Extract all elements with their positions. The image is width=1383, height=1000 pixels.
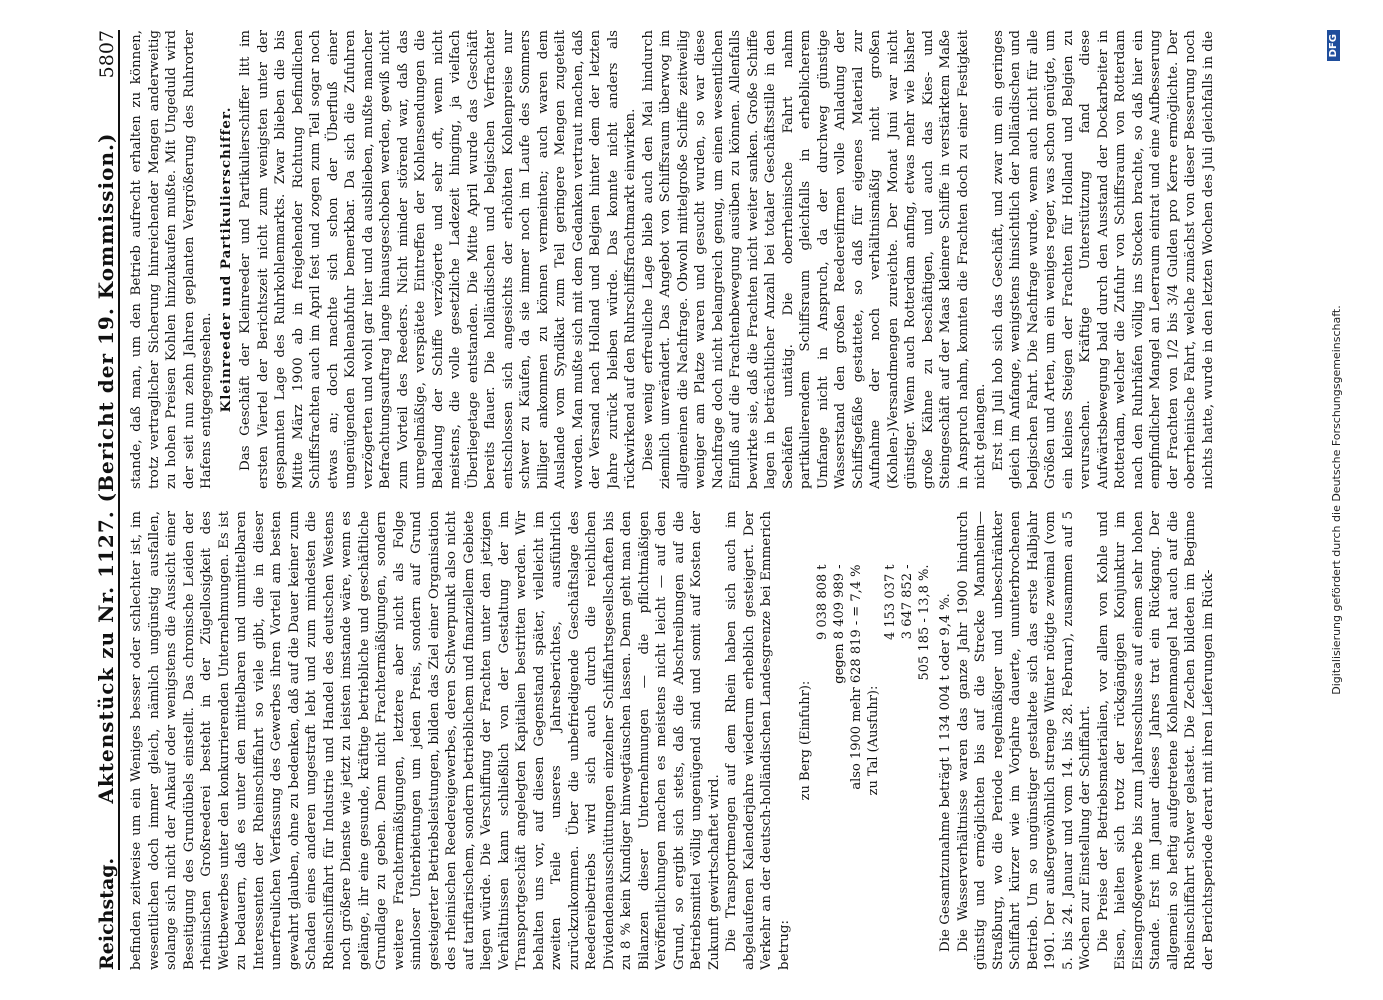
digitization-credit: Digitalisierung gefördert durch die Deutsche Forschungsgemeinschaft. bbox=[1330, 305, 1343, 695]
header-title: Aktenstück zu Nr. 1127. (Bericht der 19. Kommission.) bbox=[94, 132, 118, 804]
paragraph: Diese wenig erfreuliche Lage blieb auch den Mai hindurch ziemlich unverändert. Das Angebot von Schiffsraum überwog im allgemeinen die Nachfrage. Obwohl mittelgroße Schiffe zeitweilig weniger am Platze waren und gesucht wurden, so war diese Nachfrage doch nicht belangreich genug, um einen wesentlichen Einfluß auf die Frachtenbewegung ausüben zu können. Allenfalls bewirkte sie, daß die Frachten nicht weiter sanken. Große Schiffe lagen in beträchtlicher Anzahl bei totaler Geschäftsstille in den Seehäfen untätig. Die oberrheinische Fahrt nahm partikulierendem Schiffsraum gleichfalls in erheblicherem Umfange nicht in Anspruch, da der durchweg günstige Wasserstand den großen Reedereifirmen volle Anladung der Schiffsgefäße gestattete, so daß für eigenes Material zur Aufnahme der noch verhältnismäßig nicht großen (Kohlen-)Versandmengen zureichte. Der Monat Juni war nicht günstiger. Wenn auch Rotterdam anfing, etwas mehr wie bisher große Kähne zu beschäftigen, und auch das Kies- und Steingeschäft auf der Maas kleinere Schiffe in verstärktem Maße in Anspruch nahm, konnten die Frachten doch zu einer Festigkeit nicht gelangen. bbox=[640, 30, 988, 489]
stats-label: zu Tal (Ausfuhr): bbox=[866, 685, 881, 796]
page-header bbox=[88, 30, 120, 970]
paragraph: stande, daß man, um den Betrieb aufrecht erhalten zu können, trotz vertraglicher Sicherung hinreichender Mengen anderweitig zu hohen Preisen Kohlen hinzukaufen mußte. Mit Ungeduld wird der seit nun zehn Jahren geplanten Vergrößerung des Ruhrorter Hafens entgegengesehen. bbox=[129, 30, 214, 489]
stats-label: zu Berg (Einfuhr): bbox=[798, 680, 813, 801]
paragraph: Das Geschäft der Kleinreeder und Partikulierschiffer litt im ersten Viertel der Berichtszeit nicht zum wenigsten unter der gespannten Lage des Ruhrkohlenmarkts. Zwar blieben die bis Mitte März 1900 ab in freigehender Richtung befindlichen Schiffsfrachten auch im April fest und zogen zum Teil sogar noch etwas an; doch machte sich schon der Überfluß einer ungenügenden Kohlenabfuhr bemerkbar. Da sich die Zufuhren verzögerten und wohl gar hier und da ausblieben, mußte mancher Befrachtungsauftrag lange hinausgeschoben werden, gewiß nicht zum Vorteil des Reeders. Nicht minder störend war, daß das unregelmäßige, verspätete Eintreffen der Kohlensendungen die Beladung der Schiffe verzögerte und sehr oft, wenn nicht meistens, die volle gesetzliche Ladezeit hinging, ja vielfach Überliegetage entstanden. Die Mitte April wurde das Geschäft bereits flauer. Die holländischen und belgischen Verfrachter entschlossen sich angesichts der erhöhten Kohlenpreise nur schwer zu Käufen, da sie immer noch im Laufe des Sommers billiger ankommen zu können vermeinten; auch waren dem Auslande vom Syndikat zum Teil geringere Mengen zugeteilt worden. Man mußte sich mit dem Gedanken vertraut machen, daß der Versand nach Holland und Belgien hinter dem der letzten Jahre zurück bleiben würde. Das konnte nicht anders als rückwirkend auf den Ruhrschiffsfrachtmarkt einwirken. bbox=[238, 30, 638, 489]
left-column bbox=[128, 511, 1295, 970]
header-left: Reichstag. bbox=[96, 857, 118, 970]
page-number: 5807 bbox=[96, 30, 118, 79]
stats-value: 3 647 852 - bbox=[900, 564, 915, 640]
paragraph: befinden zeitweise um ein Weniges besser oder schlechter ist, im wesentlichen doch immer gleich, nämlich ungünstig ausfallen, solange sich nicht der Ankauf oder wenigstens die Aussicht einer Beseitigung des Grundübels einstellt. Das chronische Leiden der rheinischen Großreederei besteht in der Zügellosigkeit des Wettbewerbes unter den konkurrierenden Unternehmungen. Es ist zu bedauern, daß es unter den mittelbaren und unmittelbaren Interessenten der Rheinschiffahrt so viele gibt, die in dieser unerfreulichen Verfassung des Gewerbes ihren Vorteil am besten gewahrt glauben, ohne zu bedenken, daß auf die Dauer keiner zum Schaden eines anderen ungestraft lebt und zum mindesten die Rheinschiffahrt für Industrie und Handel des deutschen Westens noch größere Dienste wie jetzt zu leisten imstande wäre, wenn es gelänge, ihr eine gesunde, kräftige betriebliche und geschäftliche Grundlage zu geben. Denn nicht Frachtermäßigungen, sondern weitere Frachtermäßigungen, letztere aber nicht als Folge sinnloser Unterbietungen um jeden Preis, sondern auf Grund gesteigerter Betriebsleistungen, bilden das Ziel einer Organisation des rheinischen Reedereigewerbes, deren Schwerpunkt also nicht auf tariftarischem, sondern betrieblichem und finanziellem Gebiete liegen würde. Die Verschiffung der Frachten unter den jetzigen Verhältnissen kann schließlich von der Gestaltung der im Transportgeschäft angelegten Kapitalien bestritten werden. Wir behalten uns vor, auf diesen Gegenstand später, vielleicht im zweiten Teile unseres Jahresberichtes, ausführlich zurückzukommen. Über die unbefriedigende Geschäftslage des Reedereibetriebs wird sich auch durch die reichlichen Dividendenausschüttungen einzelner Schiffahrtsgesellschaften bis zu 8 % kein Kundiger hinwegtäuschen lassen. Denn geht man den Bilanzen dieser Unternehmungen — die pflichtmäßigen Veröffentlichungen machen es meistens nicht leicht — auf den Grund, so ergibt sich stets, daß die Abschreibungen auf die Betriebsmittel völlig ungenügend sind und somit auf Kosten der Zukunft gewirtschaftet wird. bbox=[129, 511, 722, 970]
paragraph: Die Preise der Betriebsmaterialien, vor allem von Kohle und Eisen, hielten sich trotz der rückgängigen Konjunktur im Eisengroßgewerbe bis zum Jahresschlusse auf einem sehr hohen Stande. Erst im Januar dieses Jahres trat ein Rückgang. Der allgemein so heftig aufgetretene Kohlenmangel hat auch auf die Rheinschiffahrt schwer gelastet. Die Zechen bildeten im Beginne der Berichtsperiode derart mit ihren Lieferungen im Rück- bbox=[1095, 511, 1216, 970]
stats-value: 4 153 037 t bbox=[883, 564, 898, 641]
statistics-table bbox=[797, 562, 933, 920]
paragraph: Erst im Juli hob sich das Geschäft, und zwar um ein geringes gleich im Anfange, wenigstens hinsichtlich der holländischen und belgischen Fahrt. Die Nachfrage wurde, wenn auch nicht für alle Größen und Arten, um ein weniges reger, was schon genügte, um ein kleines Steigen der Frachten für Holland und Belgien zu verursachen. Kräftige Unterstützung fand diese Aufwärtsbewegung bald durch den Ausstand der Dockarbeiter in Rotterdam, welcher die Zufuhr von Schiffsraum von Rotterdam nach den Ruhrhäfen völlig ins Stocken brachte, so daß hier ein empfindlicher Mangel an Leerraum eintrat und eine Aufbesserung der Frachten von 1/2 bis 3/4 Gulden pro Kerre ermöglichte. Der oberrheinische Fahrt, welche zunächst von dieser Besserung noch nichts hatte, wurde in den letzten Wochen des Juli gleichfalls in die bbox=[990, 30, 1216, 489]
right-column bbox=[128, 30, 1295, 489]
section-heading: Kleinreeder und Partikulierschiffer. bbox=[217, 106, 234, 413]
stats-value: 9 038 808 t bbox=[815, 564, 830, 641]
stats-value: 505 185 - 13,8 %. bbox=[917, 564, 932, 681]
paragraph: Die Wasserverhältnisse waren das ganze Jahr 1900 hindurch günstig und ermöglichten bis auf die Strecke Mannheim—Straßburg, wo die Periode regelmäßiger und unbeschränkter Schiffahrt kürzer wie im Vorjahre dauerte, ununterbrochenen Betrieb. Um so ungünstiger gestaltete sich das erste Halbjahr 1901. Der außergewöhnlich strenge Winter nötigte zweimal (vom 5. bis 24. Januar und vom 14. bis 28. Februar), zusammen auf 5 Wochen zur Einstellung der Schiffahrt. bbox=[955, 511, 1093, 970]
paragraph: Die Gesamtzunahme beträgt 1 134 004 t oder 9,4 %. bbox=[938, 593, 953, 952]
paragraph: Die Transportmengen auf dem Rhein haben sich auch im abgelaufenen Kalenderjahre wiederum erheblich gesteigert. Der Verkehr an der deutsch-holländischen Landesgrenze bei Emmerich betrug: bbox=[724, 511, 792, 970]
stats-value: also 1900 mehr 628 819 - = 7,4 % bbox=[849, 564, 864, 790]
stats-value: gegen 8 409 989 - bbox=[832, 564, 847, 684]
text-columns bbox=[128, 30, 1295, 970]
dfg-logo: DFG bbox=[1327, 30, 1340, 61]
